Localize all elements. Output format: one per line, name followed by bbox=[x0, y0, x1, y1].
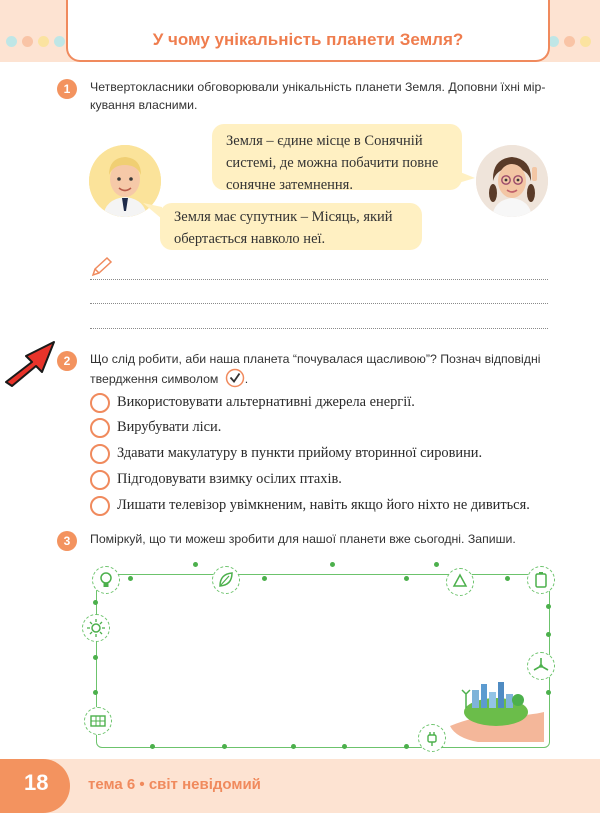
option-4-label: Підгодовувати взимку осілих птахів. bbox=[117, 471, 342, 487]
option-1-label: Використовувати альтернативні джерела енергії. bbox=[117, 394, 415, 410]
option-4-checkbox[interactable] bbox=[90, 470, 110, 490]
page-title: У чому унікальність планети Земля? bbox=[152, 30, 464, 49]
speech-bubble-boy bbox=[160, 203, 422, 250]
bubble-boy-tail bbox=[143, 203, 163, 223]
page-number-tab bbox=[0, 759, 70, 813]
speech-bubble-girl bbox=[212, 124, 462, 193]
page-number: 18 bbox=[24, 770, 49, 795]
task-1-line-1: Четвертокласники обговорювали унікальність планети Земля. Доповни їхні мір- bbox=[90, 80, 546, 94]
footer-band bbox=[0, 759, 600, 813]
option-5-checkbox[interactable] bbox=[90, 496, 110, 516]
leaf-icon bbox=[212, 566, 240, 594]
decor-dots-left bbox=[6, 36, 66, 48]
task-2-line-2 bbox=[90, 368, 560, 388]
option-1-checkbox[interactable] bbox=[90, 393, 110, 413]
title-box bbox=[66, 0, 550, 62]
battery-icon bbox=[527, 566, 555, 594]
task-2-line-2-text: твердження символом bbox=[90, 372, 219, 386]
task-2-text bbox=[90, 350, 560, 388]
option-3-label: Здавати макулатуру в пункти прийому вторинної сировини. bbox=[117, 445, 483, 461]
task-3-line-1: Поміркуй, що ти можеш зробити для нашої планети вже сьогодні. Запиши. bbox=[90, 532, 516, 546]
option-5-label: Лишати телевізор увімкненим, навіть якщо його ніхто не дивиться. bbox=[117, 497, 530, 513]
task-number-3: 3 bbox=[57, 531, 77, 551]
recycle-icon bbox=[446, 568, 474, 596]
footer-topic: тема 6 • світ невідомий bbox=[88, 776, 261, 793]
pencil-icon bbox=[90, 256, 114, 278]
bubble-girl-line-1: Земля – єдине місце в Сонячній bbox=[226, 133, 423, 149]
bubble-girl-line-3: сонячне затемнення. bbox=[226, 177, 353, 193]
decor-dots-right bbox=[548, 36, 600, 48]
bubble-girl-line-2: системі, де можна побачити повне bbox=[226, 155, 439, 171]
option-2-label: Вирубувати ліси. bbox=[117, 419, 222, 435]
plug-icon bbox=[418, 724, 446, 752]
option-3-checkbox[interactable] bbox=[90, 444, 110, 464]
red-arrow-icon bbox=[2, 336, 58, 388]
girl-avatar bbox=[476, 145, 548, 217]
task-2-line-1: Що слід робити, аби наша планета “почувалася щасливою”? Познач відповідні bbox=[90, 352, 541, 366]
task-number-2: 2 bbox=[57, 351, 77, 371]
bubble-boy-line-1: Земля має супутник – Місяць, який bbox=[174, 209, 393, 225]
bubble-girl-tail bbox=[455, 168, 477, 186]
answer-line-2[interactable] bbox=[90, 303, 548, 304]
answer-line-1[interactable] bbox=[90, 279, 548, 280]
lightbulb-icon bbox=[92, 566, 120, 594]
task-3-text bbox=[90, 530, 560, 548]
task-1-text bbox=[90, 78, 560, 114]
hand-with-city-icon bbox=[446, 676, 546, 744]
checkmark-icon bbox=[225, 368, 245, 388]
sun-icon bbox=[82, 614, 110, 642]
option-2-checkbox[interactable] bbox=[90, 418, 110, 438]
task-1-line-2: кування власними. bbox=[90, 98, 198, 112]
task-2-line-2-end: . bbox=[244, 372, 249, 386]
task-number-1: 1 bbox=[57, 79, 77, 99]
solar-panel-icon bbox=[84, 707, 112, 735]
answer-line-3[interactable] bbox=[90, 328, 548, 329]
bubble-boy-line-2: обертається навколо неї. bbox=[174, 231, 326, 247]
